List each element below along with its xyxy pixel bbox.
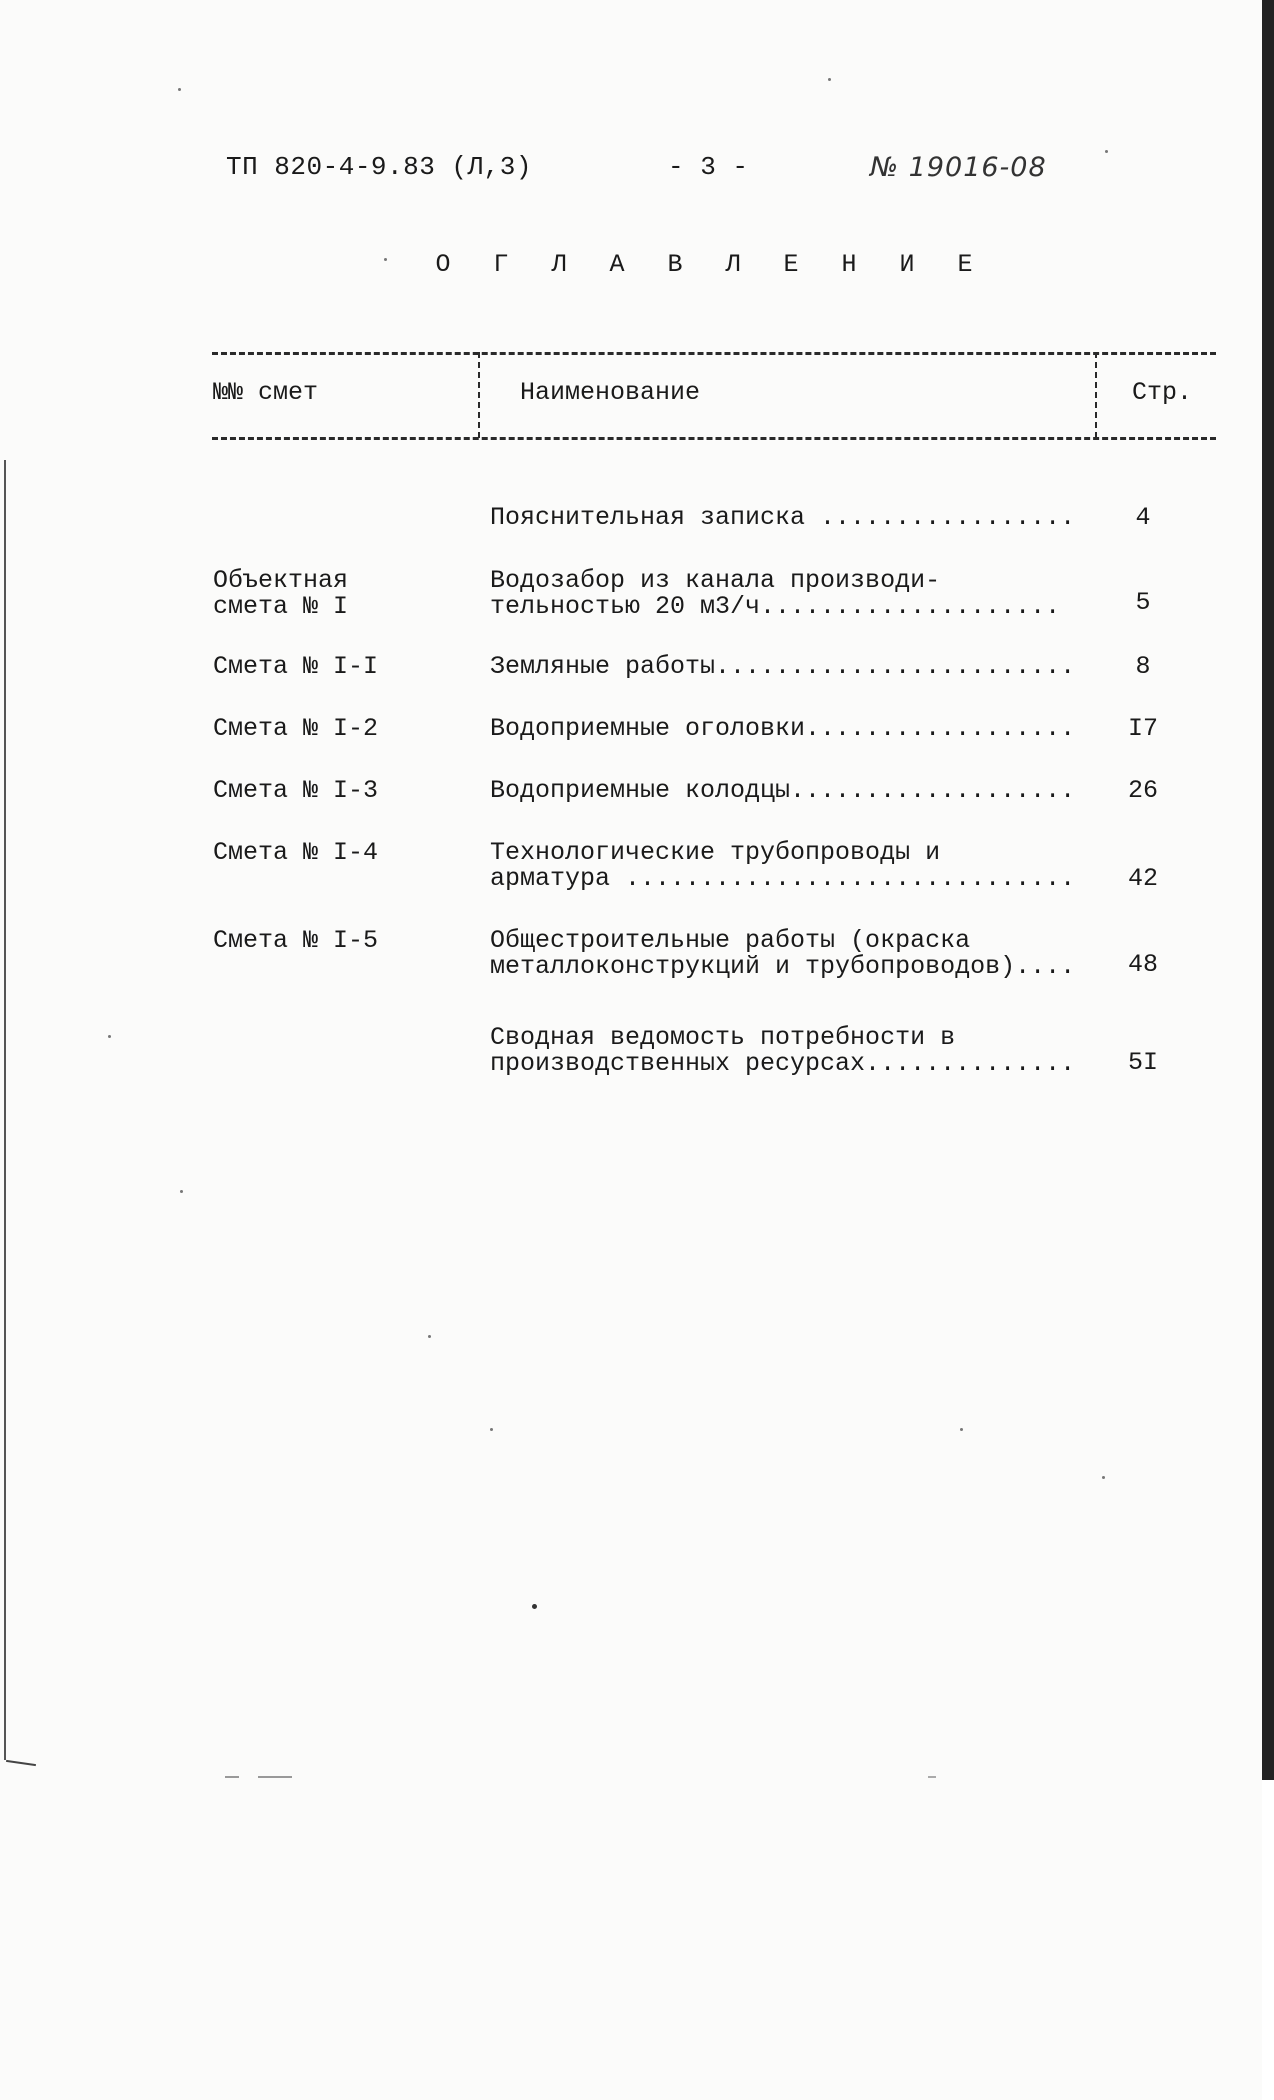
scan-speck xyxy=(960,1428,963,1431)
row-code: Смета № I-3 xyxy=(213,776,379,805)
page-title: О Г Л А В Л Е Н И Е xyxy=(435,250,987,279)
scan-speck xyxy=(1105,150,1108,153)
row-page: 48 xyxy=(1127,950,1158,979)
scan-speck xyxy=(928,1776,936,1778)
row-code: Объектная смета № I xyxy=(213,566,349,621)
row-name: Технологические трубопроводы и арматура .............................. xyxy=(490,838,1076,893)
scan-speck xyxy=(532,1604,537,1609)
row-page: 8 xyxy=(1135,652,1151,681)
row-name: Водоприемные колодцы................... xyxy=(490,776,1076,805)
row-code: Смета № I-4 xyxy=(213,838,379,867)
scan-speck xyxy=(178,88,181,91)
row-page: 26 xyxy=(1127,776,1158,805)
document-code: ТП 820-4-9.83 (Л,3) xyxy=(226,152,532,182)
scan-speck xyxy=(490,1428,493,1431)
row-code: Смета № I-2 xyxy=(213,714,379,743)
scan-speck xyxy=(428,1335,431,1338)
scan-speck xyxy=(828,78,831,81)
archive-number: № 19016-08 xyxy=(870,152,1047,183)
column-header-page: Стр. xyxy=(1132,378,1193,407)
row-name: Общестроительные работы (окраска металлоконструкций и трубопроводов).... xyxy=(490,926,1076,981)
table-header-rule xyxy=(212,437,1216,440)
row-name: Пояснительная записка ................. xyxy=(490,503,1076,532)
row-name: Водозабор из канала производи- тельностью 20 м3/ч.................... xyxy=(490,566,1061,621)
row-name: Сводная ведомость потребности в производственных ресурсах.............. xyxy=(490,1023,1076,1078)
column-separator xyxy=(1095,352,1097,438)
scan-corner-mark xyxy=(6,1760,36,1766)
scan-speck xyxy=(225,1776,239,1778)
scan-speck xyxy=(108,1035,111,1038)
row-page: 42 xyxy=(1127,864,1158,893)
row-code: Смета № I-5 xyxy=(213,926,379,955)
table-top-rule xyxy=(212,352,1216,355)
column-header-estimate-no: №№ смет xyxy=(213,378,319,407)
column-separator xyxy=(478,352,480,438)
row-page: 5 xyxy=(1135,588,1151,617)
scan-speck xyxy=(180,1190,183,1193)
row-name: Земляные работы........................ xyxy=(490,652,1076,681)
scan-speck xyxy=(1102,1476,1105,1479)
row-page: 5I xyxy=(1127,1048,1158,1077)
row-page: I7 xyxy=(1127,714,1158,743)
scan-speck xyxy=(258,1776,292,1778)
row-code: Смета № I-I xyxy=(213,652,379,681)
row-name: Водоприемные оголовки.................. xyxy=(490,714,1076,743)
page-number: - 3 - xyxy=(668,152,749,182)
scan-edge-mark xyxy=(4,460,6,1760)
scan-right-border xyxy=(1262,0,1274,1780)
row-page: 4 xyxy=(1135,503,1151,532)
column-header-name: Наименование xyxy=(520,378,701,407)
